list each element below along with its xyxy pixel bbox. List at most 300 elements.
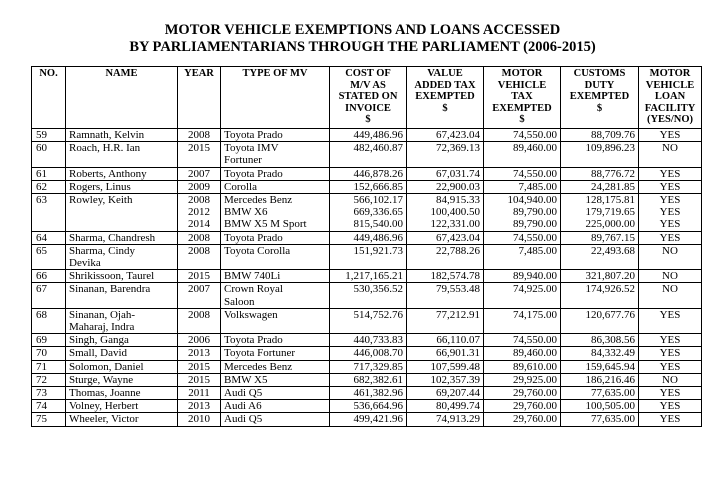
cell-loan-facility-line: YES	[659, 360, 681, 373]
cell-mv-tax-exempted-line: 89,790.00	[513, 206, 557, 219]
cell-loan-facility-line: YES	[659, 206, 681, 219]
cell-customs-duty-exempted-line: 22,493.68	[591, 244, 635, 257]
cell-year	[178, 308, 221, 333]
cell-name-line: Ramnath, Kelvin	[69, 129, 145, 141]
cell-type-of-mv	[221, 334, 330, 347]
header-text-line: TAX	[511, 91, 533, 102]
cell-vat-exempted-line: 77,212.91	[436, 308, 480, 321]
cell-customs-duty-exempted	[561, 334, 639, 347]
cell-cost-line: 152,666.85	[353, 180, 403, 193]
cell-no: 63	[32, 194, 66, 232]
cell-no: 66	[32, 270, 66, 283]
cell-year-line: 2007	[188, 283, 210, 296]
cell-type-of-mv	[221, 308, 330, 333]
cell-year-line: 2015	[188, 142, 210, 155]
cell-mv-tax-exempted-line: 74,925.00	[513, 283, 557, 296]
cell-cost	[330, 387, 407, 400]
cell-type-of-mv	[221, 194, 330, 232]
cell-year-line: 2015	[188, 270, 210, 283]
cell-loan-facility-line: YES	[659, 347, 681, 360]
cell-year	[178, 167, 221, 180]
cell-cost	[330, 231, 407, 244]
cell-loan-facility	[639, 283, 702, 308]
cell-year-line: 2006	[188, 334, 210, 347]
header-loan-facility	[639, 67, 702, 129]
cell-name-line: Sturge, Wayne	[69, 373, 134, 386]
cell-name	[66, 334, 178, 347]
cell-loan-facility-line: NO	[662, 373, 678, 386]
cell-loan-facility-line: YES	[659, 167, 681, 180]
cell-customs-duty-exempted-line: 86,308.56	[591, 334, 635, 347]
cell-no: 67	[32, 283, 66, 308]
cell-name	[66, 270, 178, 283]
cell-mv-tax-exempted	[484, 129, 561, 142]
cell-year	[178, 194, 221, 232]
header-type-of-mv	[221, 67, 330, 129]
cell-mv-tax-exempted	[484, 142, 561, 167]
cell-year	[178, 231, 221, 244]
table-row	[32, 347, 702, 360]
table-row	[32, 400, 702, 413]
cell-vat-exempted	[407, 308, 484, 333]
cell-customs-duty-exempted-line: 321,807.20	[585, 270, 635, 283]
table-row	[32, 129, 702, 142]
cell-customs-duty-exempted	[561, 400, 639, 413]
cell-year	[178, 180, 221, 193]
header-text-line: $	[519, 114, 525, 125]
cell-no: 64	[32, 231, 66, 244]
cell-cost	[330, 360, 407, 373]
cell-type-of-mv-line: Audi Q5	[224, 413, 263, 426]
cell-type-of-mv	[221, 270, 330, 283]
cell-type-of-mv	[221, 180, 330, 193]
cell-cost	[330, 270, 407, 283]
cell-customs-duty-exempted-line: 77,635.00	[591, 387, 635, 400]
cell-customs-duty-exempted	[561, 387, 639, 400]
cell-name	[66, 360, 178, 373]
cell-year	[178, 244, 221, 269]
cell-type-of-mv-line: Mercedes Benz	[224, 194, 293, 207]
cell-type-of-mv	[221, 387, 330, 400]
cell-year-line: 2010	[188, 413, 210, 426]
cell-customs-duty-exempted-line: 24,281.85	[591, 180, 635, 193]
cell-customs-duty-exempted-line: 100,505.00	[585, 400, 635, 413]
cell-cost	[330, 347, 407, 360]
cell-year	[178, 360, 221, 373]
cell-year	[178, 142, 221, 167]
cell-no: 69	[32, 334, 66, 347]
cell-cost-line: 482,460.87	[353, 142, 403, 155]
cell-customs-duty-exempted-line: 179,719.65	[585, 206, 635, 219]
cell-mv-tax-exempted-line: 29,760.00	[513, 400, 557, 413]
cell-vat-exempted	[407, 244, 484, 269]
cell-name-line: Sinanan, Ojah-	[69, 308, 135, 321]
header-no	[32, 67, 66, 129]
cell-vat-exempted-line: 102,357.39	[430, 373, 480, 386]
cell-loan-facility-line: YES	[659, 400, 681, 413]
cell-loan-facility	[639, 413, 702, 426]
cell-customs-duty-exempted-line: 186,216.46	[585, 373, 635, 386]
cell-name	[66, 387, 178, 400]
cell-vat-exempted-line: 66,901.31	[436, 347, 480, 360]
header-text-line: (YES/NO)	[646, 114, 694, 125]
header-vat-exempted	[407, 67, 484, 129]
header-text-line: COST OF	[345, 68, 391, 79]
cell-name-line: Rowley, Keith	[69, 194, 133, 207]
cell-mv-tax-exempted-line: 89,610.00	[513, 360, 557, 373]
cell-year-line: 2008	[188, 244, 210, 257]
cell-customs-duty-exempted	[561, 347, 639, 360]
cell-year	[178, 129, 221, 142]
cell-cost	[330, 142, 407, 167]
cell-year-line: 2012	[188, 206, 210, 219]
cell-mv-tax-exempted-line: 74,550.00	[513, 129, 557, 141]
cell-type-of-mv	[221, 373, 330, 386]
cell-loan-facility	[639, 360, 702, 373]
header-text-line: YEAR	[184, 68, 214, 79]
cell-loan-facility	[639, 142, 702, 167]
cell-type-of-mv-line: Toyota Prado	[224, 129, 283, 141]
cell-vat-exempted	[407, 142, 484, 167]
cell-no: 59	[32, 129, 66, 142]
cell-customs-duty-exempted	[561, 231, 639, 244]
cell-mv-tax-exempted-line: 74,550.00	[513, 334, 557, 347]
cell-name	[66, 142, 178, 167]
cell-vat-exempted	[407, 194, 484, 232]
table-row	[32, 142, 702, 167]
cell-cost	[330, 194, 407, 232]
header-text-line: ADDED TAX	[414, 79, 476, 91]
table-row	[32, 283, 702, 308]
cell-cost-line: 566,102.17	[353, 194, 403, 207]
cell-type-of-mv	[221, 129, 330, 142]
cell-name-line: Roach, H.R. Ian	[69, 142, 141, 155]
header-text-line: EXEMPTED	[492, 102, 552, 114]
cell-loan-facility	[639, 231, 702, 244]
cell-type-of-mv-line: Toyota IMV	[224, 142, 279, 155]
cell-no: 75	[32, 413, 66, 426]
cell-year-line: 2008	[188, 231, 210, 244]
header-mv-tax-exempted	[484, 67, 561, 129]
cell-loan-facility	[639, 270, 702, 283]
cell-loan-facility-line: YES	[659, 129, 681, 141]
table-row	[32, 244, 702, 269]
cell-mv-tax-exempted	[484, 387, 561, 400]
cell-customs-duty-exempted	[561, 129, 639, 142]
cell-vat-exempted	[407, 231, 484, 244]
cell-cost-line: 815,540.00	[353, 218, 403, 231]
header-text-line: MOTOR	[501, 68, 543, 79]
cell-mv-tax-exempted	[484, 167, 561, 180]
cell-cost-line: 446,878.26	[353, 167, 403, 180]
cell-cost	[330, 413, 407, 426]
cell-name-line: Roberts, Anthony	[69, 167, 147, 180]
cell-cost-line: 1,217,165.21	[345, 270, 403, 283]
header-text-line: INVOICE	[345, 102, 391, 114]
cell-no: 70	[32, 347, 66, 360]
cell-vat-exempted	[407, 360, 484, 373]
cell-loan-facility-line: YES	[659, 180, 681, 193]
cell-customs-duty-exempted-line: 225,000.00	[585, 218, 635, 231]
cell-name-line: Rogers, Linus	[69, 180, 131, 193]
header-name	[66, 67, 178, 129]
cell-cost-line: 682,382.61	[353, 373, 403, 386]
table-row	[32, 334, 702, 347]
cell-loan-facility-line: YES	[659, 308, 681, 321]
cell-vat-exempted-line: 100,400.50	[430, 206, 480, 219]
cell-type-of-mv-line: BMW X6	[224, 206, 268, 219]
cell-name	[66, 347, 178, 360]
cell-customs-duty-exempted	[561, 413, 639, 426]
cell-customs-duty-exempted-line: 120,677.76	[585, 308, 635, 321]
cell-customs-duty-exempted	[561, 373, 639, 386]
cell-vat-exempted	[407, 167, 484, 180]
table-row	[32, 413, 702, 426]
cell-vat-exempted-line: 66,110.07	[436, 334, 480, 347]
cell-mv-tax-exempted	[484, 308, 561, 333]
cell-customs-duty-exempted	[561, 142, 639, 167]
cell-mv-tax-exempted-line: 89,460.00	[513, 142, 557, 155]
cell-cost	[330, 129, 407, 142]
cell-cost	[330, 283, 407, 308]
cell-mv-tax-exempted	[484, 270, 561, 283]
cell-mv-tax-exempted-line: 29,760.00	[513, 387, 557, 400]
cell-name-line: Sharma, Chandresh	[69, 231, 156, 244]
cell-loan-facility-line: NO	[662, 244, 678, 257]
header-year	[178, 67, 221, 129]
header-cost	[330, 67, 407, 129]
cell-mv-tax-exempted-line: 7,485.00	[518, 180, 557, 193]
cell-loan-facility-line: NO	[662, 283, 678, 296]
cell-year-line: 2014	[188, 218, 210, 231]
cell-year	[178, 373, 221, 386]
cell-year-line: 2007	[188, 167, 210, 180]
header-text-line: DUTY	[584, 79, 615, 91]
table-body	[32, 129, 702, 427]
cell-year-line: 2008	[188, 194, 210, 207]
cell-customs-duty-exempted-line: 174,926.52	[585, 283, 635, 296]
cell-mv-tax-exempted	[484, 360, 561, 373]
table-row	[32, 373, 702, 386]
table-row	[32, 194, 702, 232]
cell-customs-duty-exempted-line: 88,776.72	[591, 167, 635, 180]
cell-mv-tax-exempted-line: 74,550.00	[513, 231, 557, 244]
cell-type-of-mv-line: Toyota Prado	[224, 231, 283, 244]
document-title-line-2: BY PARLIAMENTARIANS THROUGH THE PARLIAMENT (2006-2015)	[129, 39, 596, 55]
cell-customs-duty-exempted-line: 77,635.00	[591, 413, 635, 426]
cell-customs-duty-exempted	[561, 270, 639, 283]
cell-name-line: Sharma, Cindy	[69, 244, 135, 257]
header-text-line: TYPE OF MV	[242, 68, 308, 79]
cell-mv-tax-exempted	[484, 400, 561, 413]
cell-name	[66, 180, 178, 193]
cell-cost-line: 151,921.73	[353, 244, 403, 257]
cell-year-line: 2013	[188, 347, 210, 360]
cell-loan-facility	[639, 400, 702, 413]
cell-mv-tax-exempted-line: 89,940.00	[513, 270, 557, 283]
cell-name-line: Solomon, Daniel	[69, 360, 144, 373]
header-text-line: $	[365, 114, 371, 125]
cell-vat-exempted	[407, 270, 484, 283]
cell-type-of-mv	[221, 360, 330, 373]
cell-vat-exempted-line: 67,423.04	[436, 231, 480, 244]
table-row	[32, 231, 702, 244]
cell-loan-facility	[639, 373, 702, 386]
cell-type-of-mv	[221, 244, 330, 269]
cell-year	[178, 270, 221, 283]
cell-cost-line: 530,356.52	[353, 283, 403, 296]
cell-loan-facility	[639, 180, 702, 193]
header-text-line: NO.	[39, 68, 58, 79]
cell-mv-tax-exempted-line: 7,485.00	[518, 244, 557, 257]
exemptions-table	[31, 66, 702, 427]
cell-year-line: 2015	[188, 360, 210, 373]
cell-mv-tax-exempted	[484, 180, 561, 193]
table-header-row	[32, 67, 702, 129]
cell-mv-tax-exempted-line: 104,940.00	[507, 194, 557, 207]
cell-mv-tax-exempted	[484, 373, 561, 386]
cell-customs-duty-exempted	[561, 167, 639, 180]
cell-vat-exempted-line: 67,423.04	[436, 129, 480, 141]
header-text-line: FACILITY	[644, 102, 696, 114]
cell-customs-duty-exempted	[561, 180, 639, 193]
cell-vat-exempted-line: 22,900.03	[436, 180, 480, 193]
cell-type-of-mv-line: Audi Q5	[224, 387, 263, 400]
cell-year	[178, 413, 221, 426]
cell-vat-exempted-line: 107,599.48	[430, 360, 480, 373]
cell-mv-tax-exempted-line: 89,790.00	[513, 218, 557, 231]
cell-mv-tax-exempted-line: 89,460.00	[513, 347, 557, 360]
cell-customs-duty-exempted	[561, 360, 639, 373]
cell-loan-facility-line: YES	[659, 231, 681, 244]
cell-cost-line: 514,752.76	[353, 308, 403, 321]
cell-loan-facility	[639, 167, 702, 180]
cell-year	[178, 334, 221, 347]
header-text-line: VALUE	[427, 68, 463, 79]
cell-cost	[330, 373, 407, 386]
cell-type-of-mv-line: BMW X5	[224, 373, 268, 386]
cell-type-of-mv	[221, 347, 330, 360]
cell-cost-line: 449,486.96	[353, 231, 403, 244]
cell-name	[66, 129, 178, 142]
cell-mv-tax-exempted-line: 74,175.00	[513, 308, 557, 321]
cell-name	[66, 400, 178, 413]
header-text-line: $	[442, 102, 448, 114]
cell-loan-facility-line: YES	[659, 413, 681, 426]
cell-type-of-mv-line: Mercedes Benz	[224, 360, 293, 373]
cell-vat-exempted-line: 67,031.74	[436, 167, 480, 180]
header-text-line: $	[596, 102, 603, 114]
cell-type-of-mv	[221, 283, 330, 308]
cell-type-of-mv-line: Audi A6	[224, 400, 262, 413]
cell-cost-line: 536,664.96	[353, 400, 403, 413]
cell-vat-exempted	[407, 413, 484, 426]
cell-cost-line: 461,382.96	[353, 387, 403, 400]
cell-customs-duty-exempted	[561, 244, 639, 269]
cell-mv-tax-exempted	[484, 283, 561, 308]
cell-loan-facility-line: YES	[659, 194, 681, 207]
cell-vat-exempted	[407, 373, 484, 386]
cell-loan-facility-line: NO	[662, 142, 678, 155]
cell-name	[66, 283, 178, 308]
cell-type-of-mv-line: Toyota Fortuner	[224, 347, 296, 360]
cell-mv-tax-exempted	[484, 231, 561, 244]
cell-vat-exempted-line: 84,915.33	[436, 194, 480, 207]
cell-customs-duty-exempted	[561, 283, 639, 308]
cell-mv-tax-exempted	[484, 334, 561, 347]
cell-loan-facility-line: YES	[659, 218, 681, 231]
cell-loan-facility	[639, 347, 702, 360]
cell-vat-exempted	[407, 334, 484, 347]
cell-year	[178, 387, 221, 400]
cell-no: 68	[32, 308, 66, 333]
cell-name-line: Small, David	[69, 347, 128, 360]
cell-type-of-mv-line: Corolla	[224, 180, 257, 193]
cell-loan-facility	[639, 308, 702, 333]
cell-mv-tax-exempted	[484, 347, 561, 360]
header-text-line: M/V AS	[350, 79, 386, 91]
header-text-line: VEHICLE	[497, 79, 547, 91]
cell-type-of-mv-line: Saloon	[224, 295, 255, 308]
cell-mv-tax-exempted	[484, 194, 561, 232]
header-text-line: EXEMPTED	[415, 91, 475, 102]
cell-vat-exempted	[407, 129, 484, 142]
document-title-line-1: MOTOR VEHICLE EXEMPTIONS AND LOANS ACCESSED	[164, 22, 561, 38]
cell-vat-exempted	[407, 387, 484, 400]
cell-vat-exempted-line: 182,574.78	[430, 270, 480, 283]
cell-name	[66, 194, 178, 232]
cell-name	[66, 167, 178, 180]
cell-name	[66, 373, 178, 386]
cell-cost	[330, 180, 407, 193]
cell-no: 62	[32, 180, 66, 193]
cell-vat-exempted-line: 80,499.74	[436, 400, 480, 413]
cell-type-of-mv	[221, 231, 330, 244]
cell-name-line: Singh, Ganga	[69, 334, 129, 347]
cell-cost-line: 717,329.85	[353, 360, 403, 373]
cell-name-line: Maharaj, Indra	[69, 321, 135, 334]
cell-customs-duty-exempted-line: 89,767.15	[591, 231, 635, 244]
cell-mv-tax-exempted-line: 29,925.00	[513, 373, 557, 386]
cell-vat-exempted	[407, 283, 484, 308]
cell-customs-duty-exempted-line: 128,175.81	[585, 194, 635, 207]
cell-year-line: 2013	[188, 400, 210, 413]
cell-name-line: Devika	[69, 257, 101, 270]
cell-year-line: 2008	[188, 129, 210, 141]
cell-vat-exempted	[407, 180, 484, 193]
cell-type-of-mv-line: Volkswagen	[224, 308, 278, 321]
cell-no: 61	[32, 167, 66, 180]
table-row	[32, 180, 702, 193]
cell-year-line: 2009	[188, 180, 210, 193]
table-row	[32, 167, 702, 180]
cell-name	[66, 413, 178, 426]
table-row	[32, 360, 702, 373]
cell-customs-duty-exempted	[561, 194, 639, 232]
table-row	[32, 270, 702, 283]
cell-type-of-mv	[221, 413, 330, 426]
cell-vat-exempted-line: 69,207.44	[436, 387, 480, 400]
cell-vat-exempted-line: 72,369.13	[436, 142, 480, 155]
cell-name-line: Sinanan, Barendra	[69, 283, 151, 296]
cell-loan-facility-line: YES	[659, 387, 681, 400]
cell-customs-duty-exempted-line: 109,896.23	[585, 142, 635, 155]
cell-type-of-mv-line: Crown Royal	[224, 283, 283, 296]
cell-name-line: Thomas, Joanne	[69, 387, 141, 400]
cell-vat-exempted-line: 79,553.48	[436, 283, 480, 296]
cell-cost-line: 499,421.96	[353, 413, 403, 426]
cell-name	[66, 244, 178, 269]
